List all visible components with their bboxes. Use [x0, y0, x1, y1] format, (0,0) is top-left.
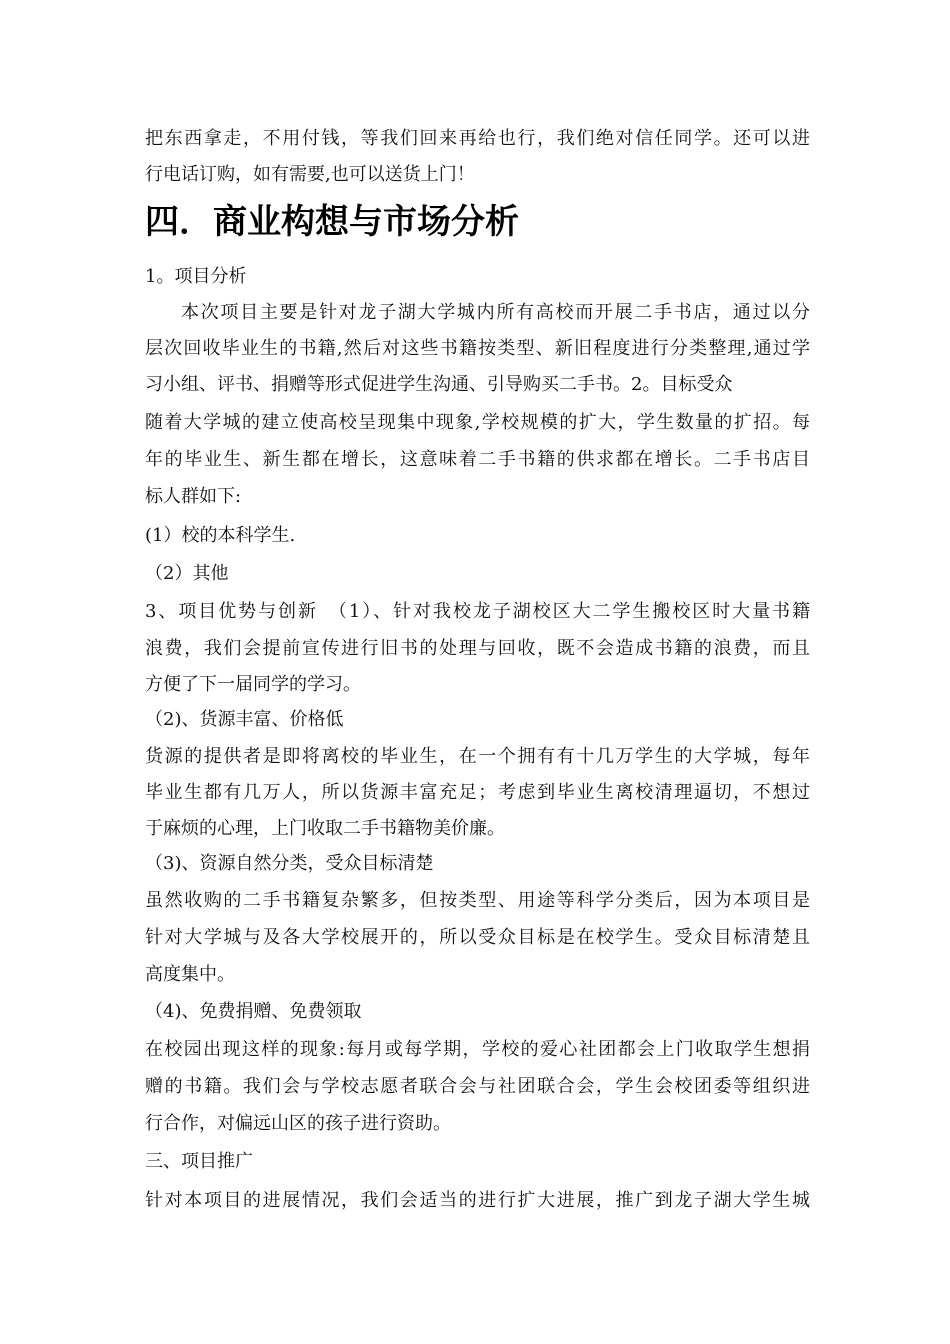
- paragraph-line: 年的毕业生、新生都在增长，这意味着二手书籍的供求都在增长。二手书店目: [145, 449, 810, 470]
- sub-title: （4)、免费捐赠、免费领取: [145, 1001, 362, 1022]
- paragraph-line: 在校园出现这样的现象:每月或每学期，学校的爱心社团都会上门收取学生想捐: [145, 1039, 810, 1060]
- paragraph-line: 赠的书籍。我们会与学校志愿者联合会与社团联合会，学生会校团委等组织进: [145, 1076, 810, 1097]
- paragraph-line: 随着大学城的建立使高校呈现集中现象,学校规模的扩大，学生数量的扩招。每: [145, 412, 810, 433]
- paragraph-line: 层次回收毕业生的书籍,然后对这些书籍按类型、新旧程度进行分类整理,通过学: [145, 338, 810, 359]
- paragraph-line: 本次项目主要是针对龙子湖大学城内所有高校而开展二手书店，通过以分: [181, 302, 810, 323]
- list-item: （2）其他: [145, 563, 229, 584]
- paragraph-line: 毕业生都有几万人，所以货源丰富充足；考虑到毕业生离校清理逼切，不想过: [145, 782, 810, 803]
- paragraph-line: 虽然收购的二手书籍复杂繁多，但按类型、用途等科学分类后，因为本项目是: [145, 890, 810, 911]
- paragraph-line: 于麻烦的心理，上门收取二手书籍物美价廉。: [145, 818, 505, 839]
- paragraph-line: 3、项目优势与创新 （1）、针对我校龙子湖校区大二学生搬校区时大量书籍: [145, 601, 810, 622]
- paragraph-line: 针对本项目的进展情况，我们会适当的进行扩大进展，推广到龙子湖大学生城: [145, 1190, 810, 1211]
- list-item: (1）校的本科学生.: [145, 525, 296, 546]
- section-heading: 四．商业构想与市场分析: [145, 202, 519, 242]
- section-title: 三、项目推广: [145, 1151, 253, 1172]
- item-title: 1。项目分析: [145, 266, 247, 287]
- paragraph-line: 行电话订购，如有需要,也可以送货上门！: [145, 164, 475, 185]
- paragraph-line: 方便了下一届同学的学习。: [145, 674, 361, 695]
- paragraph-line: 高度集中。: [145, 964, 235, 985]
- paragraph-line: 针对大学城与及各大学校展开的，所以受众目标是在校学生。受众目标清楚且: [145, 927, 810, 948]
- sub-title: （2)、货源丰富、价格低: [145, 709, 344, 730]
- paragraph-line: 浪费，我们会提前宣传进行旧书的处理与回收，既不会造成书籍的浪费，而且: [145, 638, 810, 659]
- paragraph-line: 习小组、评书、捐赠等形式促进学生沟通、引导购买二手书。2。目标受众: [145, 374, 733, 395]
- paragraph-line: 行合作，对偏远山区的孩子进行资助。: [145, 1113, 451, 1134]
- paragraph-line: 货源的提供者是即将离校的毕业生，在一个拥有有十几万学生的大学城，每年: [145, 746, 810, 767]
- sub-title: （3)、资源自然分类，受众目标清楚: [145, 853, 434, 874]
- paragraph-line: 把东西拿走，不用付钱，等我们回来再给也行，我们绝对信任同学。还可以进: [145, 128, 810, 149]
- paragraph-line: 标人群如下:: [145, 486, 242, 507]
